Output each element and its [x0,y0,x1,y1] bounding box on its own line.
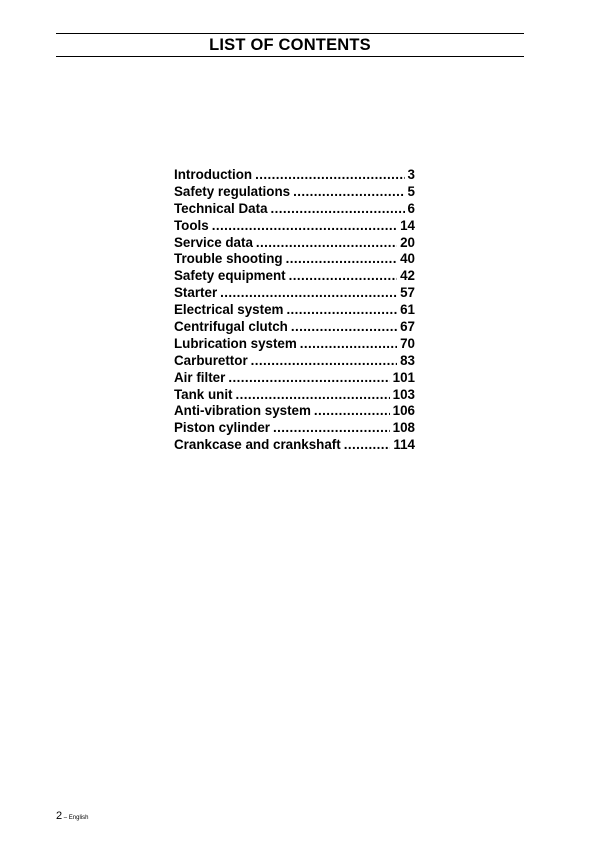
toc-entry-page: 67 [400,319,415,335]
toc-entry-tank-unit[interactable] [174,387,415,404]
table-of-contents [174,167,415,454]
page-footer [56,810,88,824]
toc-entry-page: 5 [407,183,415,199]
toc-entry-label: Lubrication system [174,335,297,351]
toc-entry-page: 6 [407,200,415,216]
footer-page-number: 2 [56,810,63,822]
toc-entry-page: 61 [400,302,415,318]
toc-entry-page: 108 [392,420,415,436]
toc-entry-label: Starter [174,285,218,301]
toc-dot-leader [293,184,404,201]
toc-entry-safety-equipment[interactable] [174,268,415,285]
toc-entry-label: Centrifugal clutch [174,319,288,335]
page-title: LIST OF CONTENTS [209,36,371,54]
toc-entry-page: 83 [400,352,415,368]
toc-entry-page: 101 [392,369,415,385]
toc-entry-label: Crankcase and crankshaft [174,437,341,453]
toc-entry-label: Technical Data [174,200,268,216]
toc-entry-piston-cylinder[interactable] [174,420,415,437]
toc-entry-label: Service data [174,234,253,250]
toc-entry-label: Introduction [174,167,253,182]
toc-dot-leader [251,353,397,370]
toc-entry-label: Electrical system [174,302,284,318]
toc-dot-leader [271,201,405,218]
toc-dot-leader [286,302,397,319]
toc-dot-leader [256,235,397,252]
toc-entry-page: 57 [400,285,415,301]
toc-entry-page: 40 [400,251,415,267]
toc-entry-lubrication-system[interactable] [174,336,415,353]
toc-dot-leader [344,437,391,454]
toc-dot-leader [220,285,397,302]
toc-entry-air-filter[interactable] [174,370,415,387]
toc-dot-leader [228,370,389,387]
toc-entry-technical-data[interactable] [174,201,415,218]
toc-entry-page: 70 [400,335,415,351]
toc-dot-leader [286,251,397,268]
toc-entry-page: 103 [392,386,415,402]
toc-entry-label: Air filter [174,369,226,385]
toc-dot-leader [255,167,404,184]
toc-entry-safety-regulations[interactable] [174,184,415,201]
toc-dot-leader [236,387,390,404]
toc-entry-label: Carburettor [174,352,248,368]
toc-dot-leader [212,218,397,235]
toc-dot-leader [314,403,390,420]
toc-dot-leader [300,336,397,353]
toc-entry-page: 14 [400,217,415,233]
toc-dot-leader [273,420,390,437]
toc-entry-electrical-system[interactable] [174,302,415,319]
toc-entry-label: Piston cylinder [174,420,270,436]
toc-entry-introduction[interactable] [174,167,415,184]
toc-entry-label: Trouble shooting [174,251,283,267]
toc-entry-label: Anti-vibration system [174,403,311,419]
toc-entry-centrifugal-clutch[interactable] [174,319,415,336]
toc-entry-page: 106 [392,403,415,419]
toc-entry-label: Safety regulations [174,183,291,199]
toc-entry-tools[interactable] [174,218,415,235]
toc-entry-page: 42 [400,268,415,284]
header-rule-top [56,33,524,34]
toc-entry-label: Tools [174,217,209,233]
toc-entry-page: 3 [407,167,415,182]
toc-entry-carburettor[interactable] [174,353,415,370]
toc-entry-service-data[interactable] [174,235,415,252]
header-rule-bottom [56,56,524,57]
toc-entry-starter[interactable] [174,285,415,302]
toc-entry-crankcase-and-crankshaft[interactable] [174,437,415,454]
toc-dot-leader [291,319,397,336]
toc-entry-trouble-shooting[interactable] [174,251,415,268]
toc-entry-page: 114 [393,437,415,453]
toc-entry-page: 20 [400,234,415,250]
toc-entry-label: Tank unit [174,386,233,402]
footer-language: – English [62,815,89,821]
toc-dot-leader [289,268,397,285]
toc-entry-label: Safety equipment [174,268,286,284]
toc-entry-anti-vibration-system[interactable] [174,403,415,420]
